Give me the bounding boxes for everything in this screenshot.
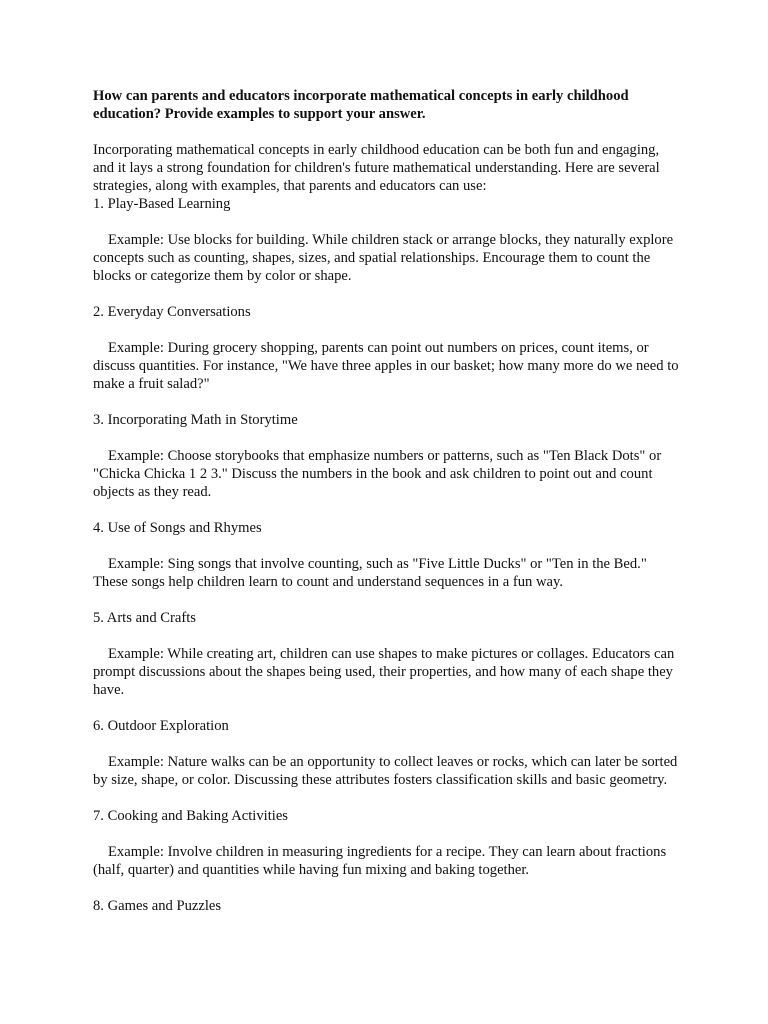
section-example-5: Example: While creating art, children can use shapes to make pictures or collages. Educators can prompt discussions about the shapes being used, their properties, and how many of each shape they have.: [93, 646, 675, 698]
section-example-1: Example: Use blocks for building. While children stack or arrange blocks, they naturally explore concepts such as counting, shapes, sizes, and spatial relationships. Encourage them to count the blocks or categorize them by color or shape.: [93, 232, 674, 284]
section-example-3: Example: Choose storybooks that emphasize numbers or patterns, such as "Ten Black Dots" or "Chicka Chicka 1 2 3." Discuss the numbers in the book and ask children to point out and count objects as they read.: [93, 448, 662, 500]
section-example-7: Example: Involve children in measuring ingredients for a recipe. They can learn about fractions (half, quarter) and quantities while having fun mixing and baking together.: [93, 844, 667, 878]
document-page: [93, 87, 683, 915]
section-example-4: Example: Sing songs that involve counting, such as "Five Little Ducks" or "Ten in the Bed." These songs help children learn to count and understand sequences in a fun way.: [93, 556, 647, 590]
section-heading-7: 7. Cooking and Baking Activities: [93, 808, 288, 824]
section-heading-5: 5. Arts and Crafts: [93, 610, 196, 626]
section-heading-6: 6. Outdoor Exploration: [93, 718, 229, 734]
section-example-2: Example: During grocery shopping, parents can point out numbers on prices, count items, or discuss quantities. For instance, "We have three apples in our basket; how many more do we need to make a fruit salad?": [93, 340, 679, 392]
section-example-6: Example: Nature walks can be an opportunity to collect leaves or rocks, which can later be sorted by size, shape, or color. Discussing these attributes fosters classification skills and basic geometry.: [93, 754, 678, 788]
question-heading: How can parents and educators incorporate mathematical concepts in early childhood education? Provide examples to support your answer.: [93, 88, 629, 122]
intro-paragraph: Incorporating mathematical concepts in early childhood education can be both fun and engaging, and it lays a strong foundation for children's future mathematical understanding. Here are several strategies, along with examples, that parents and educators can use:: [93, 142, 660, 194]
section-heading-2: 2. Everyday Conversations: [93, 304, 251, 320]
section-heading-3: 3. Incorporating Math in Storytime: [93, 412, 298, 428]
section-heading-4: 4. Use of Songs and Rhymes: [93, 520, 262, 536]
section-heading-1: 1. Play-Based Learning: [93, 196, 231, 212]
section-heading-8: 8. Games and Puzzles: [93, 898, 222, 914]
